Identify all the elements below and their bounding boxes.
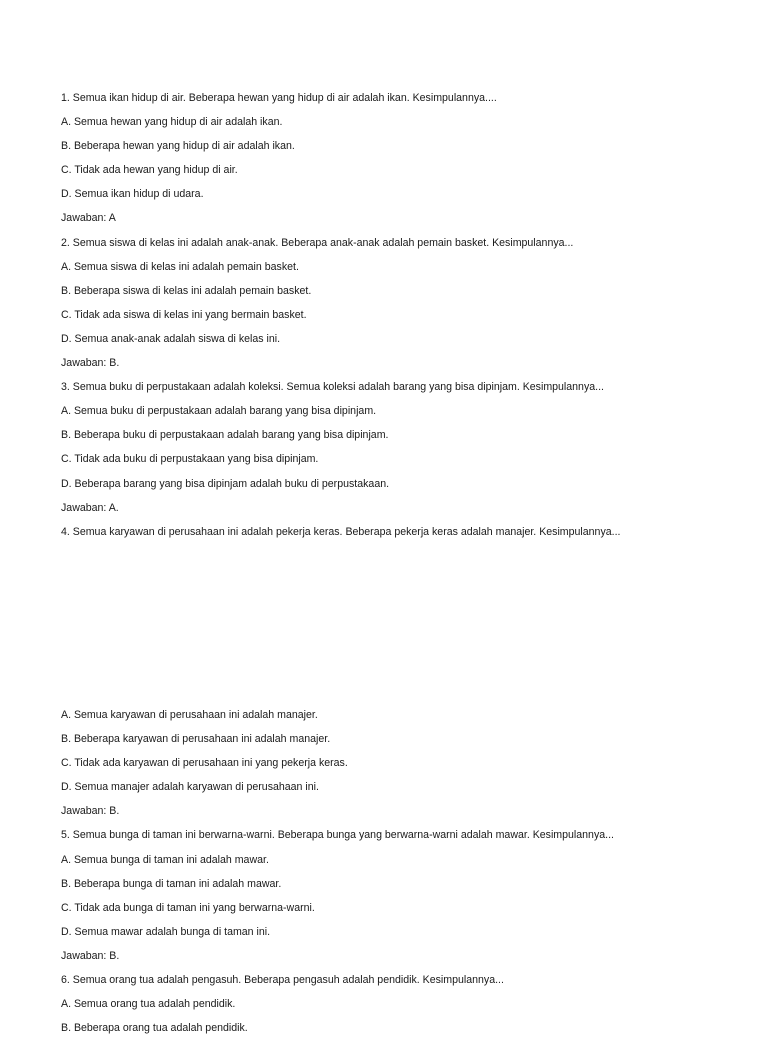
question-3-option-d: D. Beberapa barang yang bisa dipinjam adalah buku di perpustakaan.	[61, 477, 390, 490]
question-2-option-b: B. Beberapa siswa di kelas ini adalah pemain basket.	[61, 284, 312, 297]
question-3-option-a: A. Semua buku di perpustakaan adalah barang yang bisa dipinjam.	[61, 405, 377, 418]
question-4-text: 4. Semua karyawan di perusahaan ini adalah pekerja keras. Beberapa pekerja keras adalah manajer. Kesimpulannya...	[61, 525, 621, 538]
question-1-option-a: A. Semua hewan yang hidup di air adalah ikan.	[61, 116, 283, 129]
question-5-option-c: C. Tidak ada bunga di taman ini yang berwarna-warni.	[61, 901, 315, 914]
question-2-answer: Jawaban: B.	[61, 357, 120, 370]
question-2-option-d: D. Semua anak-anak adalah siswa di kelas ini.	[61, 332, 281, 345]
question-4-option-c: C. Tidak ada karyawan di perusahaan ini yang pekerja keras.	[61, 757, 348, 770]
question-3-answer: Jawaban: A.	[61, 501, 119, 514]
question-5-text: 5. Semua bunga di taman ini berwarna-warni. Beberapa bunga yang berwarna-warni adalah mawar. Kesimpulannya...	[61, 829, 614, 842]
question-4-option-a: A. Semua karyawan di perusahaan ini adalah manajer.	[61, 709, 318, 721]
question-4-option-b: B. Beberapa karyawan di perusahaan ini adalah manajer.	[61, 733, 331, 746]
question-1-text: 1. Semua ikan hidup di air. Beberapa hewan yang hidup di air adalah ikan. Kesimpulannya....	[61, 92, 497, 104]
question-6-option-a: A. Semua orang tua adalah pendidik.	[61, 998, 236, 1011]
question-5-option-b: B. Beberapa bunga di taman ini adalah mawar.	[61, 877, 282, 890]
question-4-option-d: D. Semua manajer adalah karyawan di perusahaan ini.	[61, 781, 319, 794]
question-3-option-b: B. Beberapa buku di perpustakaan adalah barang yang bisa dipinjam.	[61, 429, 389, 442]
question-3-text: 3. Semua buku di perpustakaan adalah koleksi. Semua koleksi adalah barang yang bisa dipinjam. Kesimpulannya...	[61, 381, 604, 394]
question-5-option-d: D. Semua mawar adalah bunga di taman ini.	[61, 925, 271, 938]
question-5-option-a: A. Semua bunga di taman ini adalah mawar.	[61, 853, 269, 866]
question-6-option-b: B. Beberapa orang tua adalah pendidik.	[61, 1022, 248, 1035]
question-1-answer: Jawaban: A	[61, 212, 116, 225]
question-3-option-c: C. Tidak ada buku di perpustakaan yang bisa dipinjam.	[61, 453, 319, 466]
text-block-upper	[61, 89, 741, 547]
question-1-option-c: C. Tidak ada hewan yang hidup di air.	[61, 164, 238, 177]
text-block-lower	[61, 706, 741, 1043]
question-4-answer: Jawaban: B.	[61, 805, 120, 818]
question-2-text: 2. Semua siswa di kelas ini adalah anak-anak. Beberapa anak-anak adalah pemain basket. Kesimpulannya...	[61, 236, 574, 249]
question-2-option-c: C. Tidak ada siswa di kelas ini yang bermain basket.	[61, 308, 307, 321]
question-5-answer: Jawaban: B.	[61, 949, 120, 962]
question-2-option-a: A. Semua siswa di kelas ini adalah pemain basket.	[61, 260, 299, 273]
question-1-option-d: D. Semua ikan hidup di udara.	[61, 188, 204, 201]
question-6-text: 6. Semua orang tua adalah pengasuh. Beberapa pengasuh adalah pendidik. Kesimpulannya...	[61, 974, 504, 987]
question-1-option-b: B. Beberapa hewan yang hidup di air adalah ikan.	[61, 140, 295, 153]
